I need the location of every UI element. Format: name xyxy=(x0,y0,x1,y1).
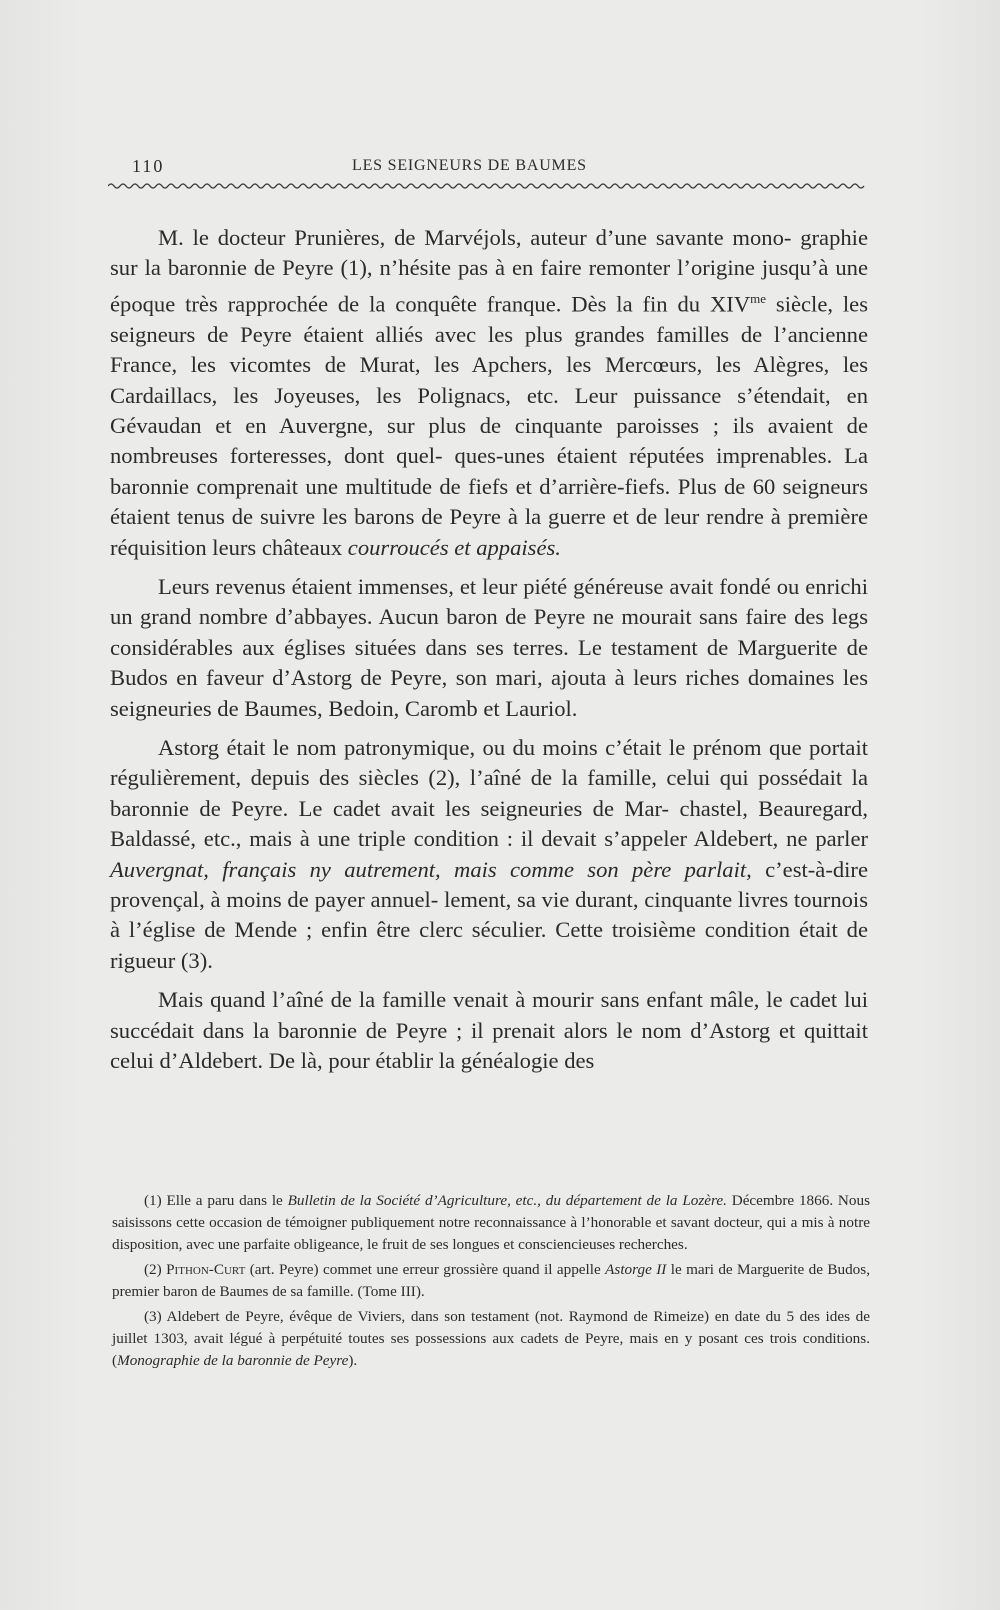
page-header xyxy=(132,156,867,178)
footnote-1-text-a: (1) Elle a paru dans le xyxy=(144,1192,288,1209)
footnote-2 xyxy=(112,1259,870,1303)
running-head: LES SEIGNEURS DE BAUMES xyxy=(352,157,587,174)
footnote-2-author: Pithon-Curt xyxy=(166,1261,246,1278)
footnote-1 xyxy=(112,1190,870,1256)
paragraph-1 xyxy=(110,223,868,563)
paragraph-3-text-a: Astorg était le nom patronymique, ou du moins c’était le prénom que portait régulièrement, depuis des siècles (2), l’aîné de la famille, celui qui possédait la baronnie de Peyre. Le cadet avait les seigneuries de Mar- chastel, Beauregard, Baldassé, etc., mais à une triple condition : il devait s’appeler Aldebert, ne parler xyxy=(110,735,868,852)
paragraph-3-italic: Auvergnat, français ny autrement, mais comme son père parlait, xyxy=(110,856,752,882)
wavy-rule-ornament xyxy=(108,181,866,191)
paragraph-2: Leurs revenus étaient immenses, et leur piété généreuse avait fondé ou enrichi un grand nombre d’abbayes. Aucun baron de Peyre ne mourait sans faire des legs considérables aux églises situées dans ses terres. Le testament de Marguerite de Budos en faveur d’Astorg de Peyre, son mari, ajouta à leurs riches domaines les seigneuries de Baumes, Bedoin, Caromb et Lauriol. xyxy=(110,574,868,721)
superscript-me: me xyxy=(750,290,767,306)
footnote-2-text-c: le mari de Marguerite de Budos, premier baron de Baumes de sa famille. (Tome III). xyxy=(112,1261,870,1300)
footnote-2-italic: Astorge II xyxy=(605,1261,667,1278)
footnote-3-italic: Monographie de la baronnie de Peyre xyxy=(117,1352,349,1369)
paragraph-1-italic: courroucés et appaisés. xyxy=(347,534,561,560)
paragraph-4: Mais quand l’aîné de la famille venait à mourir sans enfant mâle, le cadet lui succédait dans la baronnie de Peyre ; il prenait alors le nom d’Astorg et quittait celui d’Aldebert. De là, pour établir la généalogie des xyxy=(110,987,868,1074)
footnote-1-italic: Bulletin de la Société d’Agriculture, etc., du département de la Lozère. xyxy=(287,1192,727,1209)
paragraph-1-text-b: siècle, les seigneurs de Peyre étaient alliés avec les plus grandes familles de l’ancienne France, les vicomtes de Murat, les Apchers, les Mercœurs, les Alègres, les Cardaillacs, les Joyeuses, les Polignacs, etc. Leur puissance s’étendait, en Gévaudan et en Auvergne, sur plus de cinquante paroisses ; ils avaient de nombreuses forteresses, dont quel- ques-unes étaient réputées imprenables. La baronnie comprenait une multitude de fiefs et d’arrière-fiefs. Plus de 60 seigneurs étaient tenus de suivre les barons de Peyre à la guerre et de leur rendre à première réquisition leurs châteaux xyxy=(110,291,868,560)
page-number: 110 xyxy=(132,156,165,176)
footnote-3 xyxy=(112,1306,870,1372)
footnote-2-text-b: (art. Peyre) commet une erreur grossière quand il appelle xyxy=(245,1261,606,1278)
footnote-3-text-b: ). xyxy=(348,1352,358,1369)
main-text xyxy=(110,223,868,1086)
footnote-3-text-a: (3) Aldebert de Peyre, évêque de Viviers, dans son testament (not. Raymond de Rimeize) en date du 5 des ides de juillet 1303, avait légué à perpétuité toutes ses possessions aux cadets de Peyre, mais en y posant ces trois conditions. ( xyxy=(112,1308,870,1369)
paragraph-3 xyxy=(110,733,868,976)
paragraph-3-text-b: c’est-à-dire provençal, à moins de payer annuel- lement, sa vie durant, cinquante livres tournois à l’église de Mende ; enfin être clerc séculier. Cette troisième condition était de rigueur (3). xyxy=(110,856,868,973)
paragraph-1-text-a: M. le docteur Prunières, de Marvéjols, auteur d’une savante mono- graphie sur la baronnie de Peyre (1), n’hésite pas à en faire remonter l’origine jusqu’à une époque très rapprochée de la conquête franque. Dès la fin du XIV xyxy=(110,225,868,317)
footnotes xyxy=(112,1190,870,1375)
footnote-1-text-b: Décembre 1866. Nous saisissons cette occasion de témoigner publiquement notre reconnaissance à l’honorable et savant docteur, qui a mis à notre disposition, avec une parfaite obligeance, le fruit de ses longues et consciencieuses recherches. xyxy=(112,1192,870,1253)
footnote-2-text-a: (2) xyxy=(144,1261,167,1278)
